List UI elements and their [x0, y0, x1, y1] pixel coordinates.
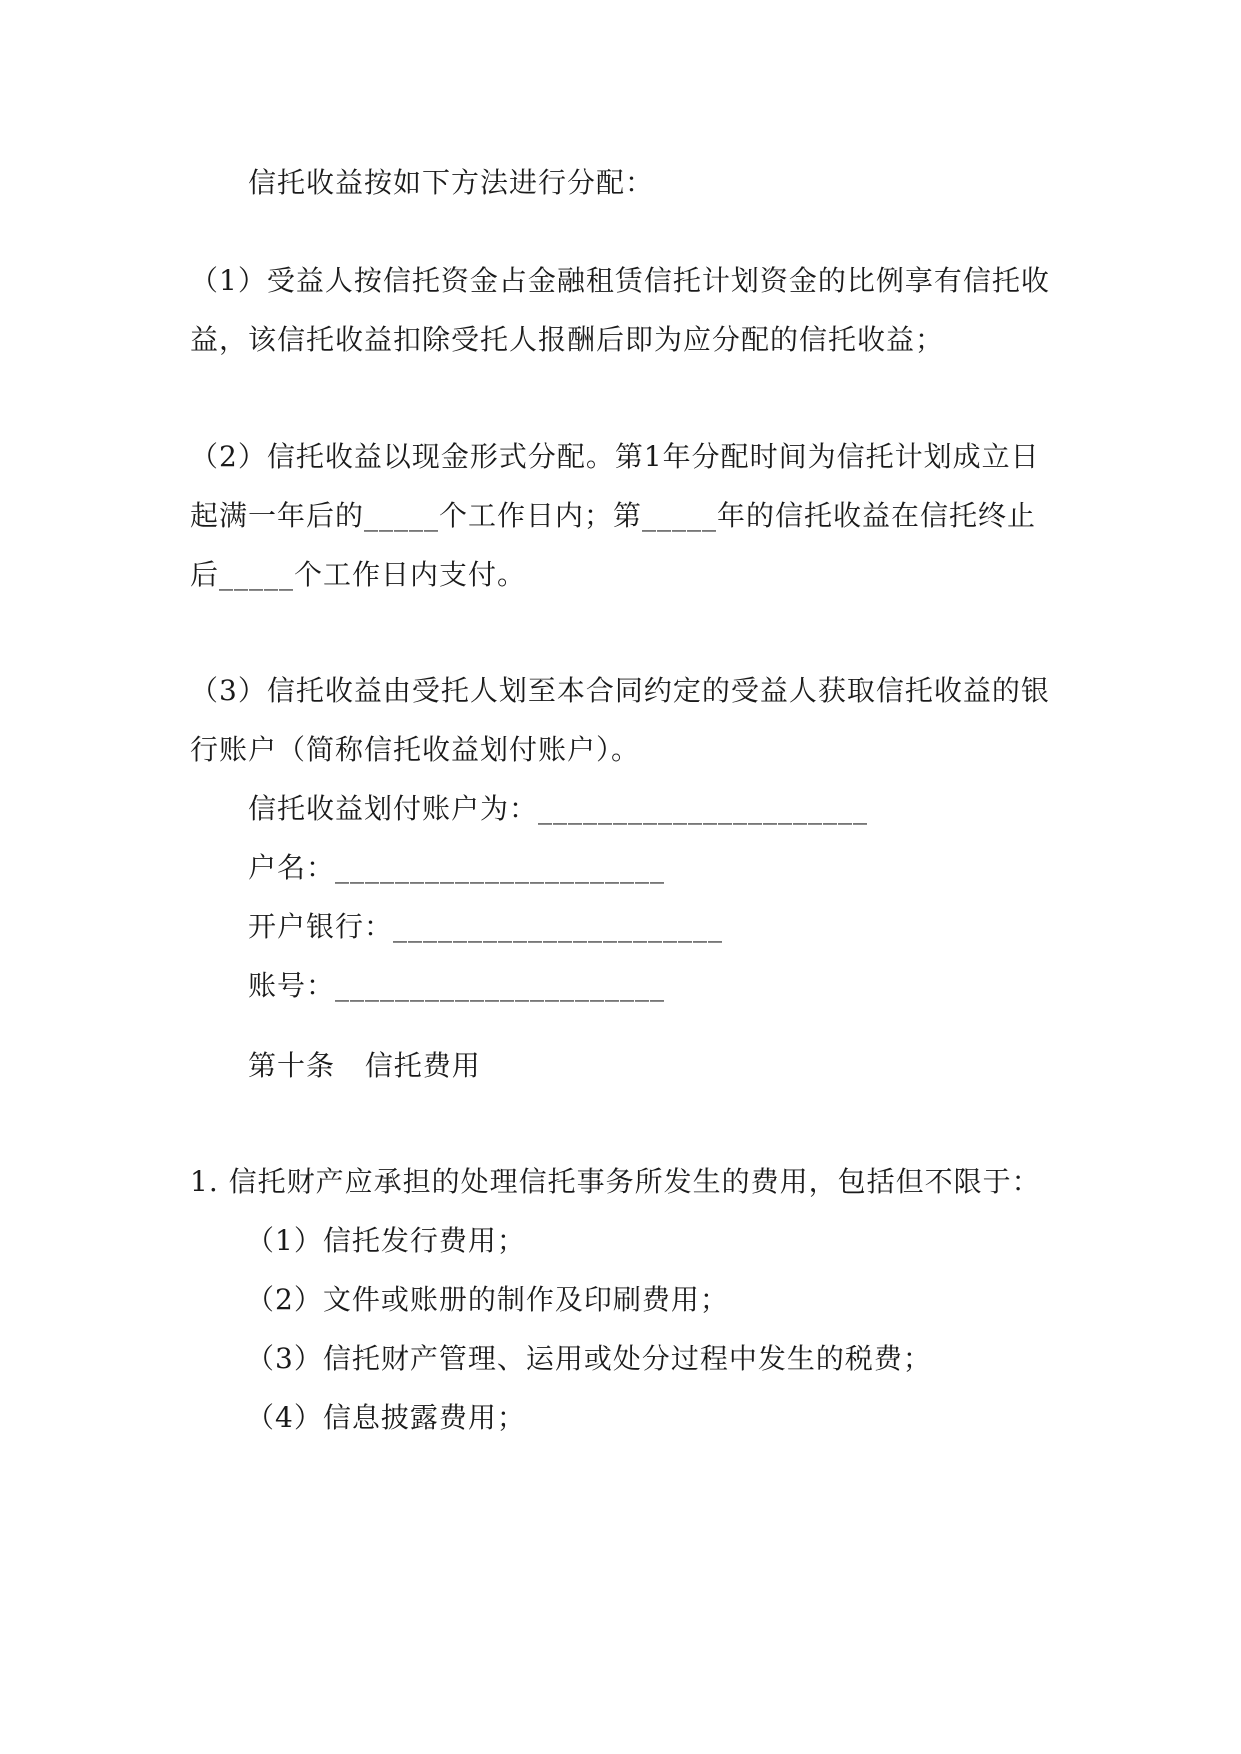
item-2-line-2: 起满一年后的_____个工作日内；第_____年的信托收益在信托终止 [190, 499, 1037, 532]
account-field: 信托收益划付账户为：______________________ [248, 792, 869, 825]
account-number-field: 账号：______________________ [248, 969, 666, 1002]
bank-field: 开户银行：______________________ [248, 910, 724, 943]
article-10-clause-1: 1. 信托财产应承担的处理信托事务所发生的费用，包括但不限于： [190, 1165, 1041, 1198]
distribution-intro: 信托收益按如下方法进行分配： [248, 166, 655, 199]
article-10-heading: 第十条 信托费用 [248, 1049, 481, 1082]
fee-item: （4）信息披露费用； [246, 1401, 526, 1434]
item-1-line-2: 益，该信托收益扣除受托人报酬后即为应分配的信托收益； [190, 323, 945, 356]
item-3-line-1: （3）信托收益由受托人划至本合同约定的受益人获取信托收益的银 [190, 674, 1050, 707]
account-name-field: 户名：______________________ [248, 851, 666, 884]
item-1-line-1: （1）受益人按信托资金占金融租赁信托计划资金的比例享有信托收 [190, 264, 1050, 297]
fee-item: （3）信托财产管理、运用或处分过程中发生的税费； [246, 1342, 932, 1375]
fee-item: （2）文件或账册的制作及印刷费用； [246, 1283, 729, 1316]
item-2-line-3: 后_____个工作日内支付。 [190, 558, 527, 591]
item-3-line-2: 行账户（简称信托收益划付账户）。 [190, 733, 641, 766]
fee-item: （1）信托发行费用； [246, 1224, 526, 1257]
item-2-line-1: （2）信托收益以现金形式分配。第1年分配时间为信托计划成立日 [190, 440, 1040, 473]
